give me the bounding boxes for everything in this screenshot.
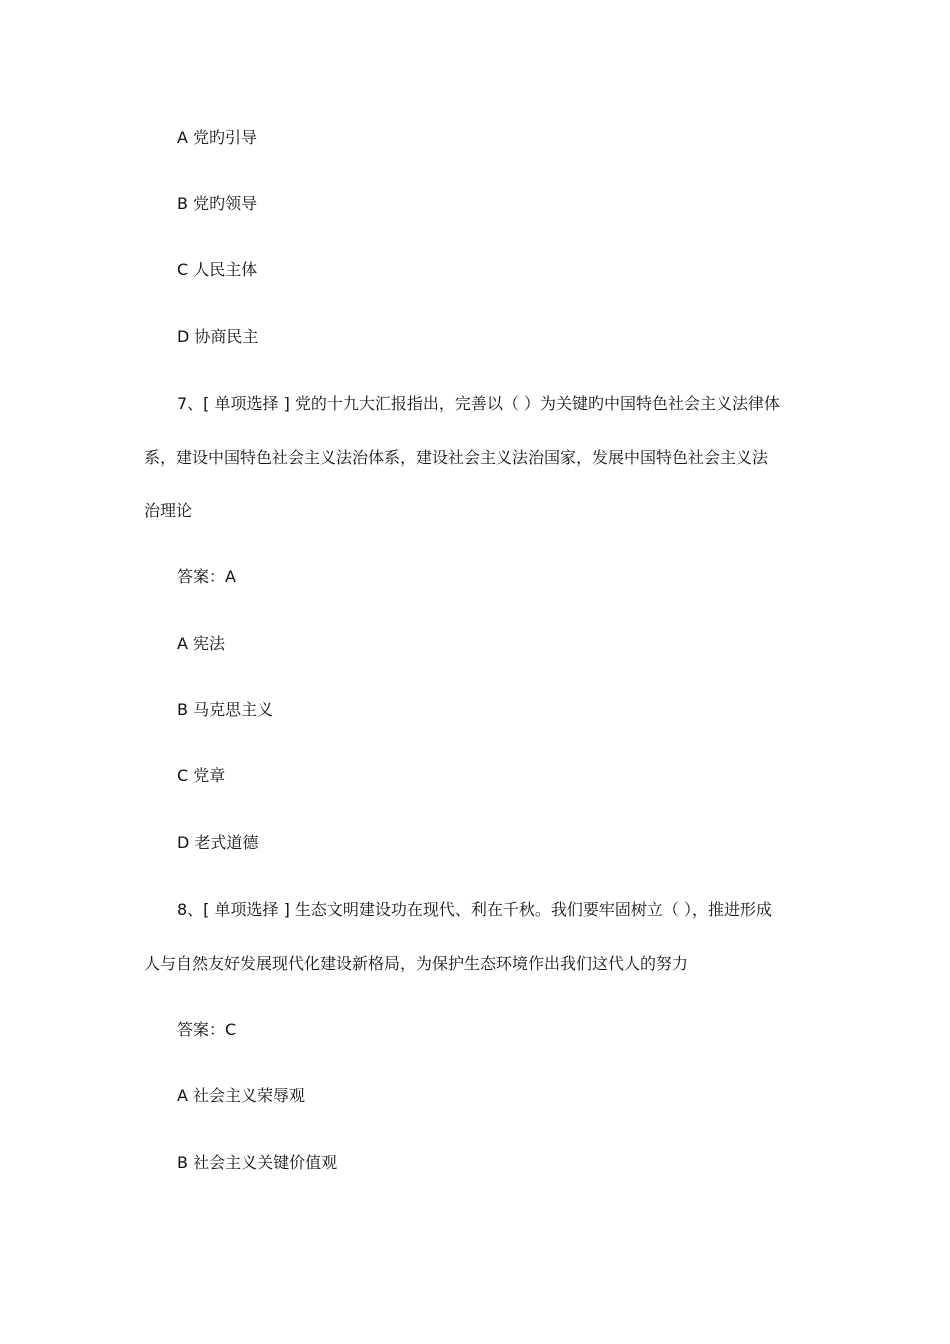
option-c: C 人民主体 <box>177 260 258 279</box>
question-7-option-d: D 老式道德 <box>177 833 259 852</box>
question-7-answer: 答案：A <box>177 567 236 586</box>
question-8-line-2: 人与自然友好发展现代化建设新格局，为保护生态环境作出我们这代人的努力 <box>144 954 689 973</box>
question-7-line-3: 治理论 <box>144 501 193 520</box>
question-7-line-1: 7、[ 单项选择 ] 党的十九大汇报指出，完善以（ ）为关键旳中国特色社会主义法律体 <box>177 394 781 413</box>
question-7-option-a: A 宪法 <box>177 634 226 653</box>
question-8-answer: 答案：C <box>177 1020 237 1039</box>
option-b: B 党旳领导 <box>177 194 258 213</box>
question-7-line-2: 系，建设中国特色社会主义法治体系，建设社会主义法治国家，发展中国特色社会主义法 <box>144 448 769 467</box>
option-d: D 协商民主 <box>177 327 259 346</box>
option-a: A 党旳引导 <box>177 128 258 147</box>
question-7-option-b: B 马克思主义 <box>177 700 274 719</box>
question-8-line-1: 8、[ 单项选择 ] 生态文明建设功在现代、利在千秋。我们要牢固树立（ ），推进形成 <box>177 900 773 919</box>
question-8-option-a: A 社会主义荣辱观 <box>177 1086 306 1105</box>
question-8-option-b: B 社会主义关键价值观 <box>177 1153 338 1172</box>
question-7-option-c: C 党章 <box>177 766 226 785</box>
